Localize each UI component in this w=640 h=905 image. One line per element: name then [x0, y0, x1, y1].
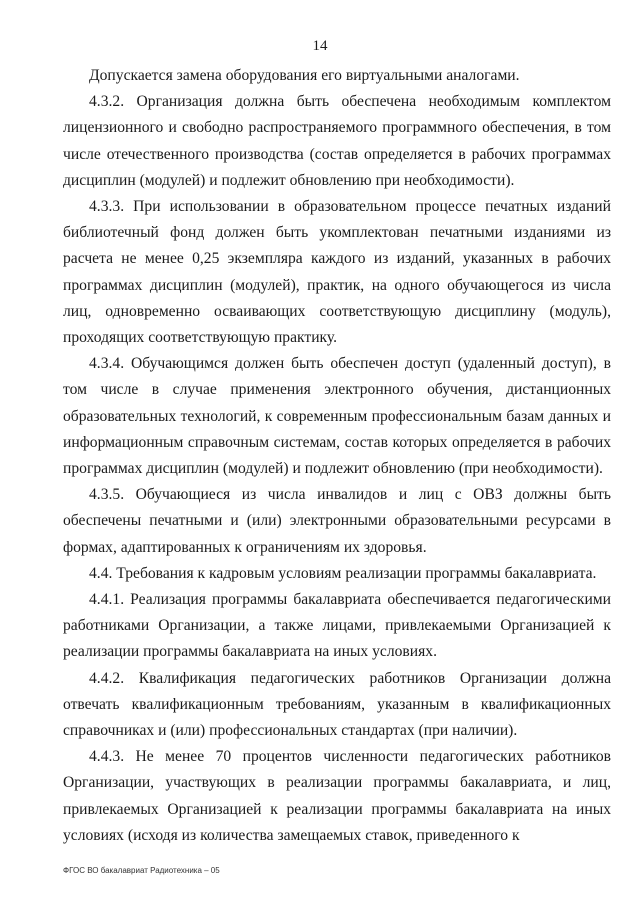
paragraph-4-3-3: 4.3.3. При использовании в образовательном процессе печатных изданий библиотечный фонд должен быть укомплектован печатными изданиями из расчета не менее 0,25 экземпляра каждого из изданий, указанных в рабочих программах дисциплин (модулей), практик, на одного обучающегося из числа лиц, одновременно осваивающих соответствующую дисциплину (модуль), проходящих соответствующую практику.	[63, 198, 611, 347]
paragraph-4-3-2: 4.3.2. Организация должна быть обеспечена необходимым комплектом лицензионного и свободно распространяемого программного обеспечения, в том числе отечественного производства (состав определяется в рабочих программах дисциплин (модулей) и подлежит обновлению при необходимости).	[63, 93, 611, 189]
paragraph-equipment-replacement: Допускается замена оборудования его виртуальными аналогами.	[89, 67, 520, 84]
paragraph-4-3-4: 4.3.4. Обучающимся должен быть обеспечен доступ (удаленный доступ), в том числе в случае применения электронного обучения, дистанционных образовательных технологий, к современным профессиональным базам данных и информационным справочным системам, состав которых определяется в рабочих программах дисциплин (модулей) и подлежит обновлению (при необходимости).	[63, 355, 611, 478]
body-text	[63, 63, 611, 849]
paragraph-4-3-5: 4.3.5. Обучающиеся из числа инвалидов и лиц с ОВЗ должны быть обеспечены печатными и (или) электронными образовательными ресурсами в формах, адаптированных к ограничениям их здоровья.	[63, 486, 611, 556]
page-footer: ФГОС ВО бакалавриат Радиотехника – 05	[63, 866, 220, 875]
paragraph-4-4-2: 4.4.2. Квалификация педагогических работников Организации должна отвечать квалификационным требованиям, указанным в квалификационных справочниках и (или) профессиональных стандартах (при наличии).	[63, 669, 611, 740]
paragraph-4-4: 4.4. Требования к кадровым условиям реализации программы бакалавриата.	[89, 564, 597, 582]
page-number: 14	[312, 38, 328, 54]
paragraph-4-4-1: 4.4.1. Реализация программы бакалавриата обеспечивается педагогическими работниками Организации, а также лицами, привлекаемыми Организацией к реализации программы бакалавриата на иных условиях.	[63, 591, 611, 661]
paragraph-4-4-3: 4.4.3. Не менее 70 процентов численности педагогических работников Организации, участвующих в реализации программы бакалавриата, и лиц, привлекаемых Организацией к реализации программы бакалавриата на иных условиях (исходя из количества замещаемых ставок, приведенного к	[63, 748, 611, 844]
